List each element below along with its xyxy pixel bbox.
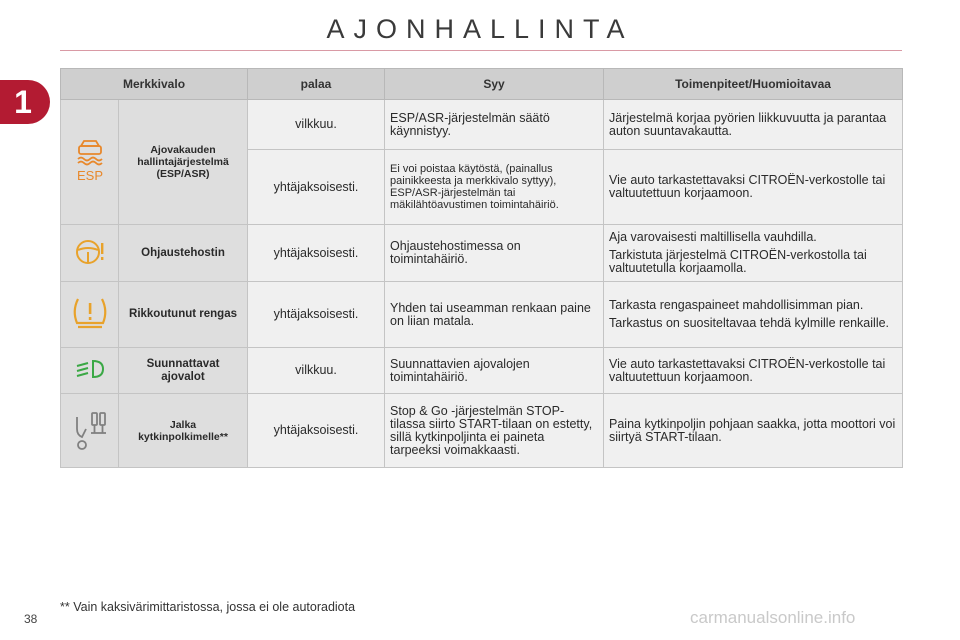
title-divider (60, 50, 902, 51)
action-text: Tarkastus on suositeltavaa tehdä kylmille renkaille. (609, 316, 890, 330)
action-text: Tarkistuta järjestelmä CITROËN-verkostolla tai valtuutetulla korjaamolla. (609, 248, 867, 275)
esp-icon-cell (61, 100, 119, 225)
table-row (61, 100, 903, 150)
header-action: Toimenpiteet/Huomioitavaa (604, 69, 903, 100)
esp-icon (72, 138, 108, 187)
clutch-pedal-icon-cell (61, 394, 119, 468)
action-text: Paina kytkinpoljin pohjaan saakka, jotta moottori voi siirtyä START-tilaan. (609, 416, 896, 444)
action-text: Aja varovaisesti maltillisella vauhdilla. (609, 230, 817, 244)
table-row (61, 348, 903, 394)
state-cell: yhtäjaksoisesti. (248, 225, 385, 282)
action-cell (604, 100, 903, 150)
state-cell: yhtäjaksoisesti. (248, 150, 385, 225)
esp-icon-label: ESP (76, 167, 103, 183)
table-row (61, 225, 903, 282)
action-cell (604, 225, 903, 282)
action-cell (604, 282, 903, 348)
action-text: Vie auto tarkastettavaksi CITROËN-verkostolle tai valtuutettuun korjaamoon. (609, 173, 886, 200)
footnote: ** Vain kaksivärimittaristossa, jossa ei ole autoradiota (60, 600, 356, 614)
cause-cell: Stop & Go -järjestelmän STOP-tilassa siirto START-tilaan on estetty, sillä kytkinpoljinta ei paineta tarpeeksi voimakkaasti. (385, 394, 604, 468)
action-cell (604, 150, 903, 225)
state-cell: vilkkuu. (248, 100, 385, 150)
table-row (61, 282, 903, 348)
table-row (61, 394, 903, 468)
indicator-name: Jalka kytkinpolkimelle** (119, 394, 248, 468)
table-header-row (61, 69, 903, 100)
cause-cell: Ohjaustehostimessa on toimintahäiriö. (385, 225, 604, 282)
state-cell: yhtäjaksoisesti. (248, 394, 385, 468)
tyre-pressure-icon-cell (61, 282, 119, 348)
steering-icon-cell (61, 225, 119, 282)
cause-cell: ESP/ASR-järjestelmän säätö käynnistyy. (385, 100, 604, 150)
action-cell (604, 348, 903, 394)
header-cause: Syy (385, 69, 604, 100)
action-text: Järjestelmä korjaa pyörien liikkuvuutta ja parantaa auton suuntavakautta. (609, 110, 887, 138)
indicator-name: Rikkoutunut rengas (119, 282, 248, 348)
state-cell: yhtäjaksoisesti. (248, 282, 385, 348)
page-number: 38 (24, 612, 38, 626)
indicator-name: Ohjaustehostin (119, 225, 248, 282)
headlight-icon-cell (61, 348, 119, 394)
action-text: Vie auto tarkastettavaksi CITROËN-verkostolle tai valtuutettuun korjaamoon. (609, 356, 886, 384)
headlight-icon (73, 357, 107, 384)
page-title: AJONHALLINTA (326, 14, 634, 44)
action-text: Tarkasta rengaspaineet mahdollisimman pian. (609, 298, 864, 312)
header-state: palaa (248, 69, 385, 100)
chapter-tab[interactable]: 1 (0, 80, 50, 124)
watermark[interactable]: carmanualsonline.info (690, 608, 856, 627)
cause-cell: Yhden tai useamman renkaan paine on liian matala. (385, 282, 604, 348)
indicator-name: Ajovakauden hallintajärjestelmä (ESP/ASR) (119, 100, 248, 225)
action-cell (604, 394, 903, 468)
clutch-pedal-icon (70, 407, 110, 454)
cause-cell: Ei voi poistaa käytöstä, (painallus painikkeesta ja merkkivalo syttyy), ESP/ASR-järjestelmän tai mäkilähtöavustimen toimintahäiriö. (385, 150, 604, 225)
cause-cell: Suunnattavien ajovalojen toimintahäiriö. (385, 348, 604, 394)
steering-icon (73, 237, 107, 270)
header-indicator: Merkkivalo (61, 69, 248, 100)
indicator-table (60, 68, 903, 468)
indicator-name: Suunnattavat ajovalot (119, 348, 248, 394)
tyre-pressure-icon (70, 295, 110, 334)
state-cell: vilkkuu. (248, 348, 385, 394)
